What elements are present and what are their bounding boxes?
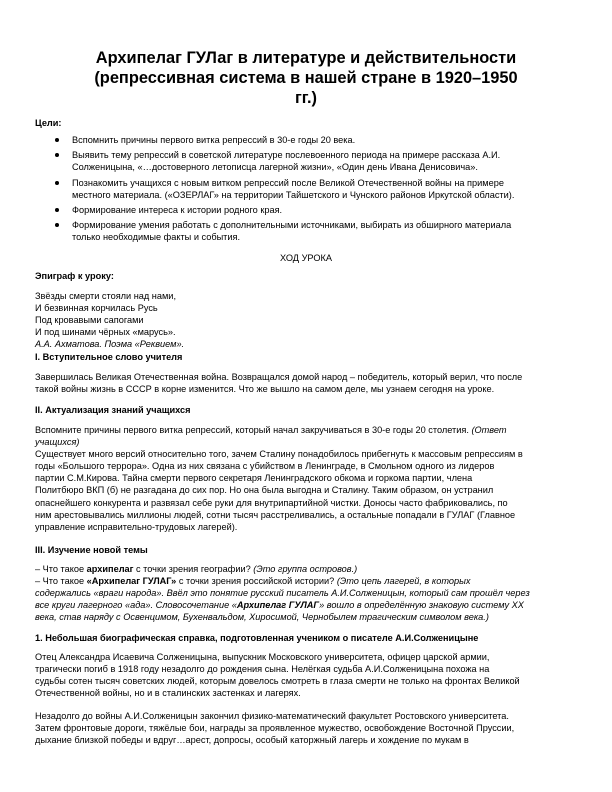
text-line: Существует много версий относительно того, зачем Сталину понадобилось прибегнуть к массовым репрессиям в — [35, 449, 523, 460]
section-3-text — [35, 563, 580, 623]
bullet-icon — [55, 208, 59, 212]
bullet-icon — [55, 153, 59, 157]
biography-paragraph-1 — [35, 651, 580, 699]
poem-attribution: А.А. Ахматова. Поэма «Реквием». — [35, 339, 185, 350]
text-line: Незадолго до войны А.И.Солженицын закончил физико-математический факультет Ростовского университета. — [35, 711, 509, 721]
goal-line: Выявить тему репрессий в советской литературе послевоенного периода на примере рассказа А.И. — [72, 150, 501, 161]
goal-item — [52, 149, 514, 173]
goal-item — [52, 134, 514, 146]
goal-line: только необходимые факты и события. — [72, 232, 241, 243]
text-line: дыхание близкой победы и вдруг…арест, допросы, особый каторжный лагерь и хождение по мукам в — [35, 735, 469, 746]
poem-line: Под кровавыми сапогами — [35, 315, 144, 326]
answer-line: все круги лагерного «ада». Словосочетание «Архипелаг ГУЛАГ» вошло в определённую знаковую систему XX — [35, 600, 524, 611]
poem-line: И безвинная корчилась Русь — [35, 303, 158, 314]
goal-line: Формирование интереса к истории родного края. — [72, 205, 283, 216]
text-line: Политбюро ВКП (б) не разгадана до сих пор. Но она была выгодна и Сталину. Таким образом, он устранил — [35, 485, 494, 496]
goal-line: местного материала. («ОЗЕРЛАГ» на территории Тайшетского и Чунского районов Иркутской области). — [72, 189, 515, 200]
goal-line: Формирование умения работать с дополнительными источниками, выбирать из обширного материала — [72, 220, 512, 231]
epigraph-poem — [35, 290, 580, 350]
text-line: трагически погиб в 1918 году незадолго до рождения сына. Нелёгкая судьба А.И.Солженицына похожа на — [35, 664, 490, 675]
goal-line: Солженицына, «…достоверного летописца лагерной жизни», «Один день Ивана Денисовича». — [72, 162, 478, 173]
text-line: судьбы сотен тысяч советских людей, которым довелось смотреть в глаза смерти не только на фронтах Великой — [35, 676, 520, 687]
goal-item — [52, 177, 514, 201]
text-line: опаснейшего конкурента и развязал себе руки для внутрипартийной чистки. Доносы часто фабриковались, по — [35, 497, 508, 508]
goal-line: Познакомить учащихся с новым витком репрессий после Великой Отечественной войны на примере — [72, 177, 504, 188]
section-2-text — [35, 424, 580, 533]
text-line: Отечественной войны, но и в сталинских застенках и лагерях. — [35, 688, 301, 699]
goal-item — [52, 219, 514, 243]
goal-item — [52, 204, 514, 216]
text-line: Отец Александра Исаевича Солженицына, выпускник Московского университета, офицер царской армии, — [35, 652, 490, 662]
answer-line: содержались «враги народа». Ввёл это понятие русский писатель А.И.Солженицын, который сам прошёл через — [35, 588, 530, 599]
goals-list — [52, 134, 514, 247]
document-title — [40, 48, 572, 108]
title-line-1: Архипелаг ГУЛаг в литературе и действительности — [95, 49, 517, 67]
question-line: – Что такое «Архипелаг ГУЛАГ» с точки зрения российской истории? (Это цепь лагерей, в которых — [35, 576, 471, 587]
text-line: учащихся) — [35, 437, 80, 448]
text-line: управление исправительно-трудовых лагерей). — [35, 521, 238, 532]
text-line: такой войны жизнь в СССР в корне изменится. Что же вышло на самом деле, мы узнаем сегодня на уроке. — [35, 384, 495, 395]
section-1-text — [35, 371, 580, 395]
bullet-icon — [55, 181, 59, 185]
text-line: Завершилась Великая Отечественная война. Возвращался домой народ – победитель, который верил, что после — [35, 372, 523, 382]
text-line: Затем фронтовые дороги, тяжёлые бои, награды за проявленное мужество, освобождение Восточной Пруссии, — [35, 723, 515, 734]
title-line-3: гг.) — [294, 89, 318, 107]
poem-line: Звёзды смерти стояли над нами, — [35, 291, 176, 301]
epigraph-heading: Эпиграф к уроку: — [35, 271, 114, 281]
poem-line: И под шинами чёрных «марусь». — [35, 327, 176, 338]
subsection-1-heading: 1. Небольшая биографическая справка, подготовленная учеником о писателе А.И.Солженицыне — [35, 633, 479, 643]
text-line: годы «Большого террора». Одна из них связана с убийством в Ленинграде, в Смольном одного из лидеров — [35, 461, 495, 472]
text-line: ним арестовывались миллионы людей, сотни тысяч расстреливались, а остальные попадали в ГУЛАГ (Главное — [35, 509, 516, 520]
text-line: Вспомните причины первого витка репрессий, который начал закручиваться в 30-е годы 20 столетия. (Ответ — [35, 425, 507, 435]
bullet-icon — [55, 138, 59, 142]
goal-line: Вспомнить причины первого витка репрессий в 30-е годы 20 века. — [72, 135, 356, 145]
bullet-icon — [55, 223, 59, 227]
question-line: – Что такое архипелаг с точки зрения географии? (Это группа островов.) — [35, 564, 358, 574]
section-3-heading: III. Изучение новой темы — [35, 545, 148, 555]
title-line-2: (репрессивная система в нашей стране в 1920–1950 — [94, 69, 518, 87]
text-line: партии С.М.Кирова. Тайна смерти первого секретаря Ленинградского обкома и горкома партии, члена — [35, 473, 473, 484]
lesson-heading: ХОД УРОКА — [280, 253, 332, 263]
goals-heading: Цели: — [35, 118, 62, 128]
section-1-heading: I. Вступительное слово учителя — [35, 352, 183, 362]
answer-line: века, став наряду с Освенцимом, Бухенвальдом, Хиросимой, Чернобылем трагическим символом века.) — [35, 612, 489, 623]
biography-paragraph-2 — [35, 710, 580, 746]
section-2-heading: II. Актуализация знаний учащихся — [35, 405, 191, 415]
